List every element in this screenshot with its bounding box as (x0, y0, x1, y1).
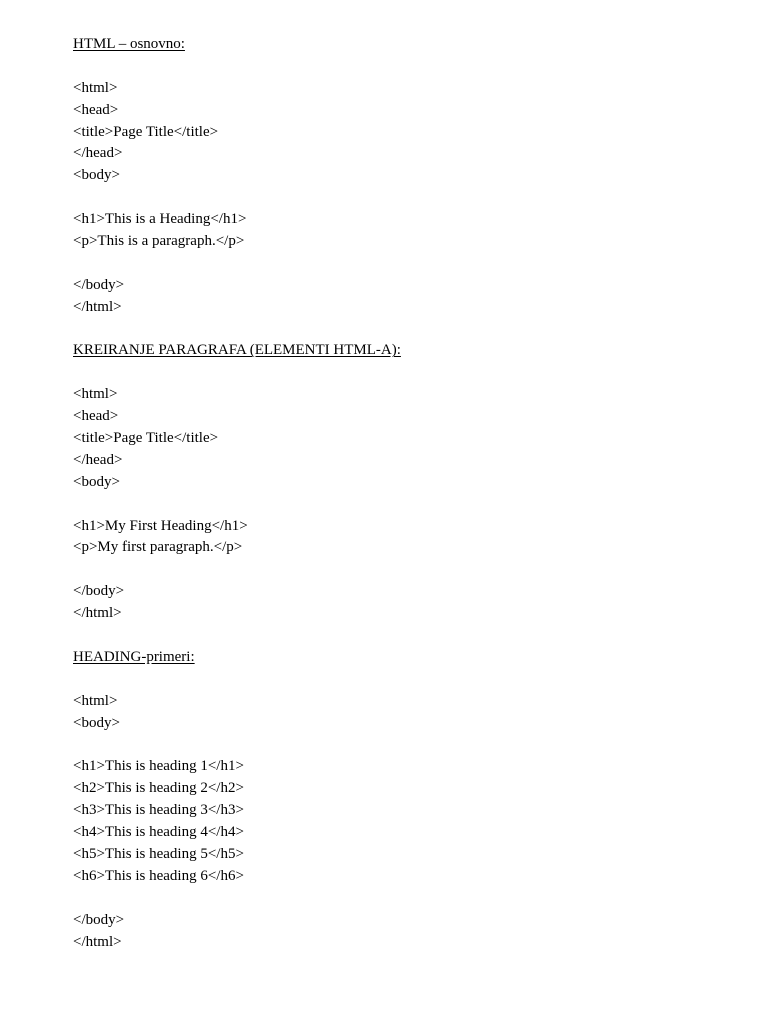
code-line: <head> (73, 101, 119, 118)
code-line: <h1>This is a Heading</h1> (73, 211, 247, 228)
code-line: <h5>This is heading 5</h5> (73, 845, 244, 862)
blank-line (73, 187, 713, 209)
code-line: <h1>My First Heading</h1> (73, 517, 248, 534)
code-line: <html> (73, 79, 118, 96)
code-line: </html> (73, 933, 122, 950)
section-heading: HEADING-primeri: (73, 648, 195, 665)
code-line: </html> (73, 605, 122, 622)
code-line: <h1>This is heading 1</h1> (73, 758, 244, 775)
code-line: </head> (73, 451, 123, 468)
blank-line (73, 559, 713, 581)
section-heading: KREIRANJE PARAGRAFA (ELEMENTI HTML-A): (73, 342, 401, 359)
code-line: </html> (73, 298, 122, 315)
code-line: <h3>This is heading 3</h3> (73, 802, 244, 819)
code-line: <head> (73, 408, 119, 425)
code-line: <body> (73, 167, 120, 184)
blank-line (73, 319, 713, 341)
code-line: <h4>This is heading 4</h4> (73, 824, 244, 841)
code-line: <h6>This is heading 6</h6> (73, 867, 244, 884)
code-line: <title>Page Title</title> (73, 123, 219, 140)
code-line: <body> (73, 473, 120, 490)
code-line: <p>This is a paragraph.</p> (73, 233, 245, 250)
code-line: <title>Page Title</title> (73, 430, 219, 447)
code-line: <html> (73, 692, 118, 709)
blank-line (73, 888, 713, 910)
code-line: </head> (73, 145, 123, 162)
code-line: </body> (73, 276, 125, 293)
code-line: </body> (73, 911, 125, 928)
blank-line (73, 253, 713, 275)
document-content (73, 34, 713, 953)
code-line: <body> (73, 714, 120, 731)
blank-line (73, 625, 713, 647)
code-line: <h2>This is heading 2</h2> (73, 780, 244, 797)
blank-line (73, 735, 713, 757)
code-line: <html> (73, 386, 118, 403)
code-line: <p>My first paragraph.</p> (73, 539, 243, 556)
code-line: </body> (73, 583, 125, 600)
section-heading: HTML – osnovno: (73, 36, 185, 52)
blank-line (73, 56, 713, 78)
blank-line (73, 362, 713, 384)
blank-line (73, 494, 713, 516)
blank-line (73, 669, 713, 691)
